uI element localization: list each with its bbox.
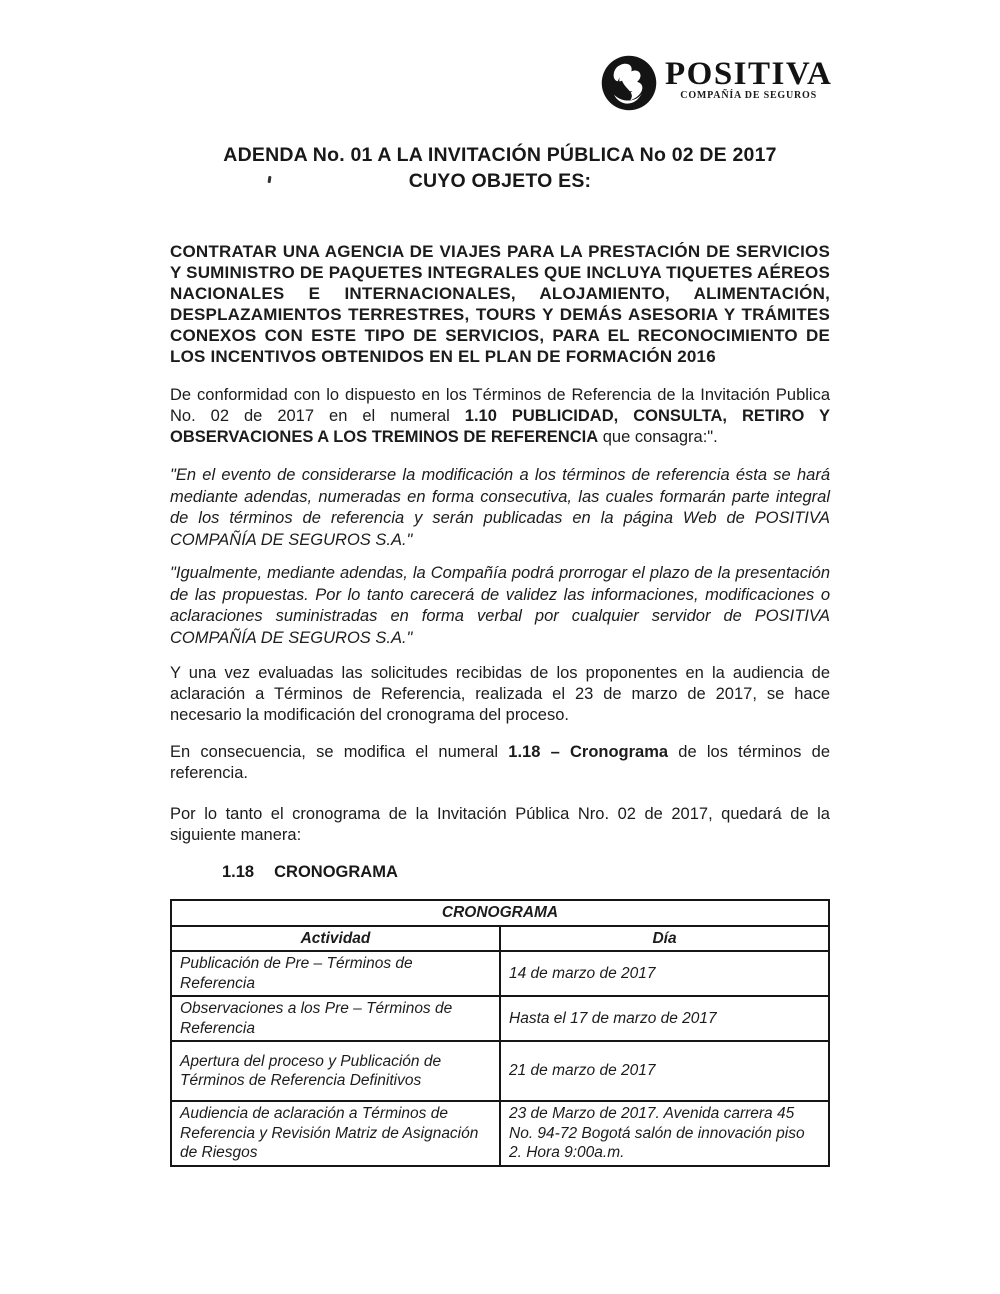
table-header-row bbox=[171, 926, 829, 952]
section-label: CRONOGRAMA bbox=[274, 863, 398, 881]
paragraph-conformidad-bold: 1.10 PUBLICIDAD, CONSULTA, RETIRO Y OBSERVACIONES A LOS TREMINOS DE REFERENCIA bbox=[170, 407, 830, 446]
quote-modificacion: "En el evento de considerarse la modificación a los términos de referencia ésta se hará mediante adendas, numeradas en forma consecutiva, las cuales formarán parte integral de los términos de referencia y serán publicadas en la página Web de POSITIVA COMPAÑÍA DE SEGUROS S.A." bbox=[170, 466, 830, 549]
table-row bbox=[171, 1101, 829, 1166]
paragraph-consecuencia-bold: 1.18 – Cronograma bbox=[508, 743, 669, 761]
cell-dia: Hasta el 17 de marzo de 2017 bbox=[500, 996, 829, 1041]
logo-wordmark: POSITIVA bbox=[665, 56, 833, 92]
positiva-swan-icon bbox=[600, 54, 658, 112]
section-heading-cronograma bbox=[222, 863, 830, 882]
cell-actividad: Observaciones a los Pre – Términos de Referencia bbox=[171, 996, 500, 1041]
document-title-line2: CUYO OBJETO ES: bbox=[408, 170, 592, 192]
table-title: CRONOGRAMA bbox=[171, 900, 829, 926]
table-title-row bbox=[171, 900, 829, 926]
cell-actividad: Publicación de Pre – Términos de Referencia bbox=[171, 951, 500, 996]
column-header-dia: Día bbox=[500, 926, 829, 952]
paragraph-conformidad bbox=[170, 385, 830, 448]
section-number: 1.18 bbox=[222, 863, 255, 881]
paragraph-consecuencia-post: de los términos de referencia. bbox=[170, 743, 830, 782]
document-title bbox=[170, 142, 830, 194]
quote-prorroga: "Igualmente, mediante adendas, la Compañía podrá prorrogar el plazo de la presentación de las propuestas. Por lo tanto carecerá de validez las informaciones, modificaciones o aclaraciones suministradas en forma verbal por cualquier servidor de POSITIVA COMPAÑÍA DE SEGUROS S.A." bbox=[170, 564, 830, 647]
cell-dia: 21 de marzo de 2017 bbox=[500, 1041, 829, 1101]
cell-actividad: Apertura del proceso y Publicación de Términos de Referencia Definitivos bbox=[171, 1041, 500, 1101]
logo-subtitle: COMPAÑÍA DE SEGUROS bbox=[680, 90, 817, 101]
document-content bbox=[170, 142, 830, 1167]
paragraph-porlotanto: Por lo tanto el cronograma de la Invitación Pública Nro. 02 de 2017, quedará de la siguiente manera: bbox=[170, 805, 830, 844]
positiva-logo bbox=[600, 54, 832, 112]
paragraph-conformidad-pre: De conformidad con lo dispuesto en los Términos de Referencia de la Invitación Publica No. 02 de 2017 en el numeral bbox=[170, 386, 830, 425]
paragraph-conformidad-post: que consagra:". bbox=[598, 428, 718, 446]
cell-dia: 23 de Marzo de 2017. Avenida carrera 45 No. 94-72 Bogotá salón de innovación piso 2. Hora 9:00a.m. bbox=[500, 1101, 829, 1166]
table-row bbox=[171, 951, 829, 996]
cell-actividad: Audiencia de aclaración a Términos de Referencia y Revisión Matriz de Asignación de Riesgos bbox=[171, 1101, 500, 1166]
cronograma-table bbox=[170, 899, 830, 1167]
document-title-line1: ADENDA No. 01 A LA INVITACIÓN PÚBLICA No 02 DE 2017 bbox=[223, 144, 777, 166]
paragraph-evaluadas: Y una vez evaluadas las solicitudes recibidas de los proponentes en la audiencia de aclaración a Términos de Referencia, realizada el 23 de marzo de 2017, se hace necesario la modificación del cronograma del proceso. bbox=[170, 664, 830, 724]
cell-dia: 14 de marzo de 2017 bbox=[500, 951, 829, 996]
table-row bbox=[171, 996, 829, 1041]
paragraph-objeto: CONTRATAR UNA AGENCIA DE VIAJES PARA LA PRESTACIÓN DE SERVICIOS Y SUMINISTRO DE PAQUETES INTEGRALES QUE INCLUYA TIQUETES AÉREOS NACIONALES E INTERNACIONALES, ALOJAMIENTO, ALIMENTACIÓN, DESPLAZAMIENTOS TERRESTRES, TOURS Y DEMÁS ASESORIA Y TRÁMITES CONEXOS CON ESTE TIPO DE SERVICIOS, PARA EL RECONOCIMIENTO DE LOS INCENTIVOS OBTENIDOS EN EL PLAN DE FORMACIÓN 2016 bbox=[170, 242, 830, 366]
logo-text-block bbox=[665, 54, 832, 101]
paragraph-consecuencia-pre: En consecuencia, se modifica el numeral bbox=[170, 743, 509, 761]
paragraph-consecuencia bbox=[170, 742, 830, 784]
column-header-actividad: Actividad bbox=[171, 926, 500, 952]
table-row bbox=[171, 1041, 829, 1101]
